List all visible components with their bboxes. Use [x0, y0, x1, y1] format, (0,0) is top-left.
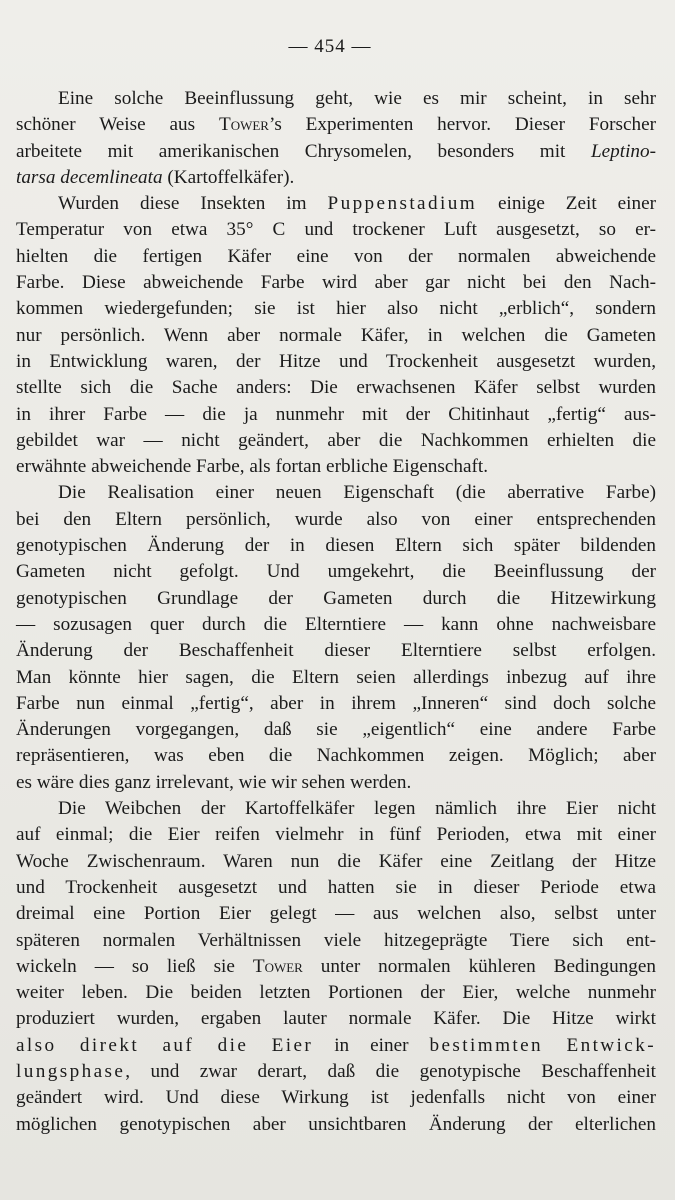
text-segment: Eine solche Beeinflussung geht, wie es mir scheint, in sehr: [58, 88, 656, 109]
text-segment: kommen wiedergefunden; sie ist hier also nicht „erblich“, sondern: [16, 298, 656, 320]
text-segment: einige Zeit einer: [477, 193, 656, 215]
text-segment: in einer: [313, 1034, 430, 1056]
text-segment: Tower: [252, 955, 303, 977]
text-segment: möglichen genotypischen aber unsichtbaren Änderung der elterlichen: [16, 1113, 656, 1135]
text-segment: bei den Eltern persönlich, wurde also von einer entsprechenden: [16, 508, 656, 530]
text-line: [16, 638, 656, 664]
text-line: [16, 770, 656, 796]
text-segment: Wurden diese Insekten im: [58, 193, 328, 215]
text-segment: Tower: [218, 114, 269, 136]
text-line: [16, 86, 656, 112]
text-line: [16, 717, 656, 743]
text-segment: , und zwar derart, daß die genotypische Beschaffenheit: [125, 1060, 656, 1082]
text-segment: Änderungen vorgegangen, daß sie „eigentlich“ eine andere Farbe: [16, 719, 656, 741]
text-line: [16, 1112, 656, 1138]
text-segment: Puppenstadium: [327, 193, 478, 215]
text-segment: es wäre dies ganz irrelevant, wie wir sehen werden.: [16, 771, 412, 793]
text-segment: und Trockenheit ausgesetzt und hatten sie in dieser Periode etwa: [16, 876, 656, 898]
text-segment: wickeln — so ließ sie: [16, 955, 253, 977]
text-segment: Temperatur von etwa 35° C und trockener Luft ausgesetzt, so er-: [16, 219, 656, 241]
text-line: [16, 244, 656, 270]
text-line: [16, 822, 656, 848]
text-line: [16, 928, 656, 954]
text-line: [16, 507, 656, 533]
text-line: [16, 901, 656, 927]
text-segment: genotypischen Änderung der in diesen Eltern sich später bildenden: [16, 535, 656, 557]
text-line: [16, 402, 656, 428]
text-line: [16, 112, 656, 138]
text-line: [16, 165, 656, 191]
page-number: — 454 —: [288, 36, 372, 57]
text-segment: lungsphase: [16, 1060, 126, 1082]
text-line: [16, 1059, 656, 1085]
text-segment: arbeitete mit amerikanischen Chrysomelen, besonders mit: [16, 140, 591, 162]
text-segment: Die Realisation einer neuen Eigenschaft (die aberrative Farbe): [58, 482, 656, 504]
text-line: [16, 480, 656, 506]
text-line: [16, 691, 656, 717]
text-line: [16, 796, 656, 822]
text-line: [16, 875, 656, 901]
text-segment: genotypischen Grundlage der Gameten durch die Hitzewirkung: [16, 587, 656, 609]
text-segment: (Kartoffelkäfer).: [162, 166, 295, 188]
text-segment: Die Weibchen der Kartoffelkäfer legen nämlich ihre Eier nicht: [58, 798, 656, 820]
text-line: [16, 559, 656, 585]
text-segment: gebildet war — nicht geändert, aber die Nachkommen erhielten die: [16, 429, 656, 451]
text-segment: Woche Zwischenraum. Waren nun die Käfer eine Zeitlang der Hitze: [16, 850, 656, 872]
text-line: [16, 349, 656, 375]
text-segment: schöner Weise aus: [16, 114, 219, 136]
text-segment: Man könnte hier sagen, die Eltern seien allerdings inbezug auf ihre: [16, 666, 656, 688]
text-segment: hielten die fertigen Käfer eine von der normalen abweichende: [16, 245, 656, 267]
text-segment: auf einmal; die Eier reifen vielmehr in fünf Perioden, etwa mit einer: [16, 824, 656, 846]
text-segment: stellte sich die Sache anders: Die erwachsenen Käfer selbst wurden: [16, 377, 656, 399]
text-line: [16, 217, 656, 243]
text-line: [16, 375, 656, 401]
text-segment: tarsa decemlineata: [16, 166, 163, 188]
text-segment: — sozusagen quer durch die Elterntiere — kann ohne nachweisbare: [16, 613, 656, 635]
text-segment: also direkt auf die Eier: [16, 1034, 314, 1056]
text-segment: geändert wird. Und diese Wirkung ist jedenfalls nicht von einer: [16, 1087, 656, 1109]
text-line: [16, 454, 656, 480]
text-line: [16, 139, 656, 165]
text-line: [16, 612, 656, 638]
text-line: [16, 743, 656, 769]
text-line: [16, 1006, 656, 1032]
text-line: [16, 296, 656, 322]
text-segment: weiter leben. Die beiden letzten Portionen der Eier, welche nunmehr: [16, 982, 656, 1004]
text-line: [16, 665, 656, 691]
text-line: [16, 323, 656, 349]
text-segment: Leptino-: [590, 140, 656, 162]
text-line: [16, 428, 656, 454]
text-line: [16, 1033, 656, 1059]
text-segment: bestimmten Entwick-: [429, 1034, 656, 1056]
text-segment: erwähnte abweichende Farbe, als fortan erbliche Eigenschaft.: [16, 456, 489, 478]
text-segment: Farbe nun einmal „fertig“, aber in ihrem „Inneren“ sind doch solche: [16, 692, 656, 714]
text-line: [16, 1085, 656, 1111]
text-segment: Gameten nicht gefolgt. Und umgekehrt, die Beeinflussung der: [16, 561, 656, 583]
text-segment: Farbe. Diese abweichende Farbe wird aber gar nicht bei den Nach-: [16, 272, 656, 294]
text-line: [16, 191, 656, 217]
text-line: [16, 980, 656, 1006]
body-text: [16, 86, 656, 1138]
text-segment: in Entwicklung waren, der Hitze und Trockenheit ausgesetzt wurden,: [16, 350, 656, 372]
text-line: [16, 954, 656, 980]
text-segment: Änderung der Beschaffenheit dieser Elterntiere selbst erfolgen.: [16, 640, 656, 662]
text-line: [16, 849, 656, 875]
text-segment: späteren normalen Verhältnissen viele hitzegeprägte Tiere sich ent-: [16, 929, 656, 951]
text-line: [16, 270, 656, 296]
text-segment: repräsentieren, was eben die Nachkommen zeigen. Möglich; aber: [16, 745, 656, 767]
text-line: [16, 533, 656, 559]
text-segment: in ihrer Farbe — die ja nunmehr mit der Chitinhaut „fertig“ aus-: [16, 403, 656, 425]
text-segment: unter normalen kühleren Bedingungen: [302, 955, 656, 977]
text-line: [16, 586, 656, 612]
text-segment: dreimal eine Portion Eier gelegt — aus welchen also, selbst unter: [16, 903, 656, 925]
text-segment: ’s Experimenten hervor. Dieser Forscher: [268, 114, 656, 136]
text-segment: nur persönlich. Wenn aber normale Käfer, in welchen die Gameten: [16, 324, 656, 346]
text-segment: produziert wurden, ergaben lauter normale Käfer. Die Hitze wirkt: [16, 1008, 656, 1030]
